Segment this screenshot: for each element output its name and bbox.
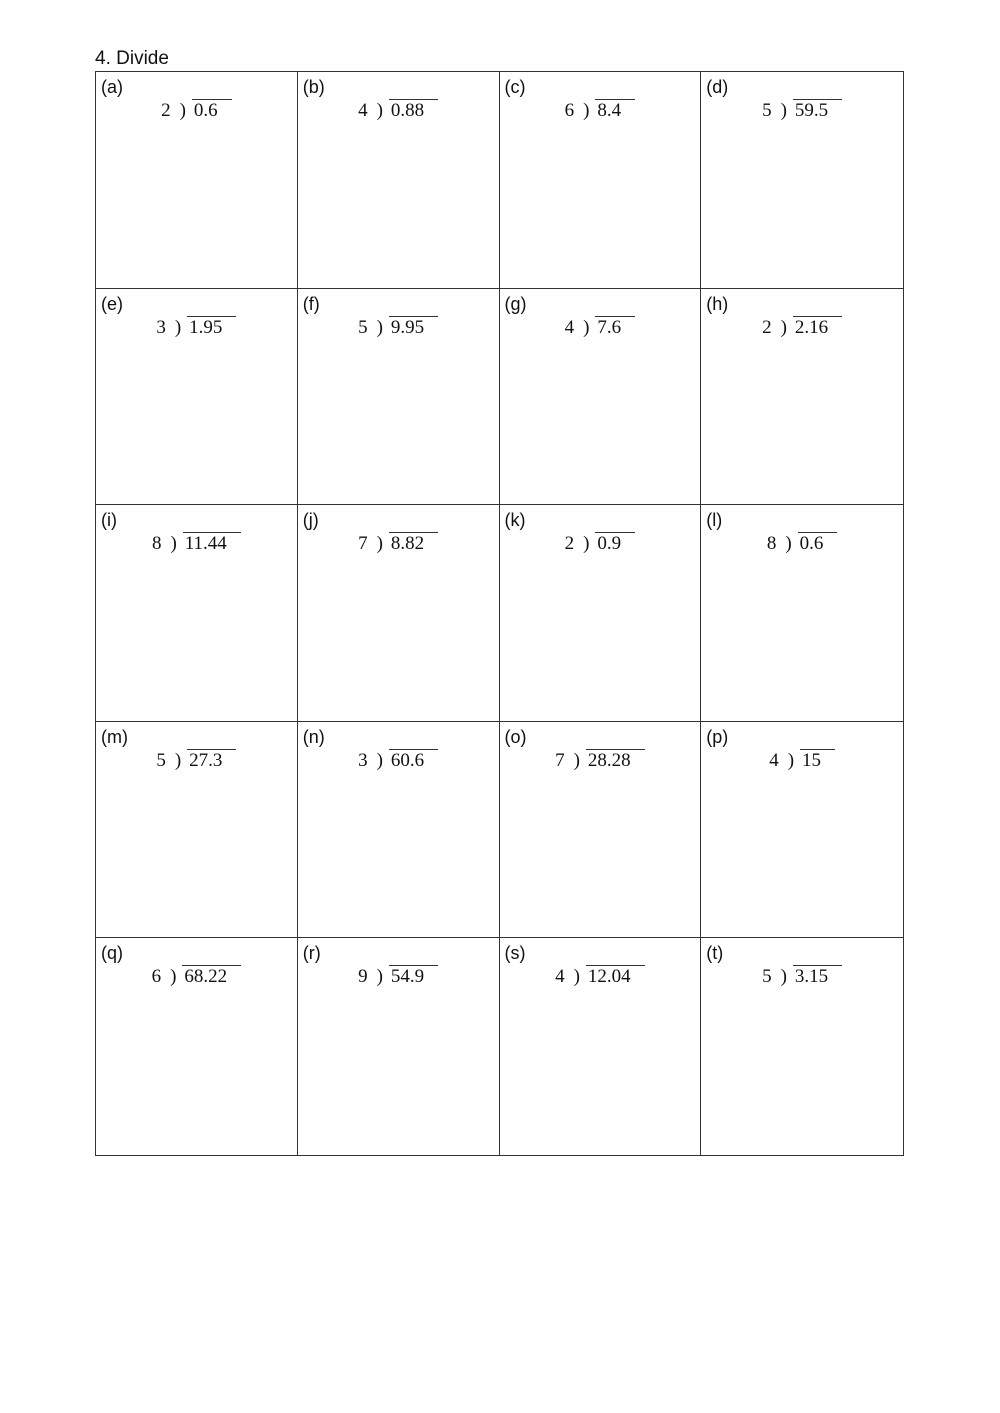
problem-label: (s) xyxy=(504,943,526,964)
division-problem xyxy=(298,317,499,339)
problem-cell-n[interactable] xyxy=(298,722,500,939)
dividend: 59.5 xyxy=(793,100,842,122)
problem-label: (r) xyxy=(302,943,321,964)
division-problem xyxy=(500,750,701,772)
problem-label: (b) xyxy=(302,77,325,97)
division-bracket: ) xyxy=(376,749,383,771)
problem-cell-q[interactable] xyxy=(96,938,298,1155)
problem-cell-e[interactable] xyxy=(96,289,298,506)
division-bracket: ) xyxy=(170,533,177,555)
division-bracket: ) xyxy=(376,316,383,338)
division-bracket: ) xyxy=(780,966,787,988)
divisor: 4 xyxy=(769,749,779,771)
division-problem xyxy=(298,966,499,988)
dividend: 15 xyxy=(800,750,835,772)
division-problem xyxy=(701,317,903,339)
worksheet-heading: 4. Divide xyxy=(95,48,169,69)
problem-cell-l[interactable] xyxy=(701,505,903,722)
problem-cell-p[interactable] xyxy=(701,722,903,939)
problem-cell-j[interactable] xyxy=(298,505,500,722)
division-problem xyxy=(298,100,499,122)
divisor: 9 xyxy=(358,966,368,988)
divisor: 4 xyxy=(358,100,368,121)
problem-cell-b[interactable] xyxy=(298,72,500,289)
dividend: 8.4 xyxy=(595,100,635,122)
division-bracket: ) xyxy=(174,749,182,771)
division-bracket: ) xyxy=(573,966,580,988)
division-problem xyxy=(500,533,701,555)
problem-cell-g[interactable] xyxy=(500,289,702,506)
division-problem xyxy=(96,750,297,772)
problem-cell-k[interactable] xyxy=(500,505,702,722)
divisor: 4 xyxy=(564,316,575,338)
divisor: 6 xyxy=(564,100,575,121)
problem-label: (d) xyxy=(706,77,729,97)
division-problem xyxy=(500,100,701,122)
problem-label: (t) xyxy=(706,943,724,964)
division-bracket: ) xyxy=(583,316,590,338)
division-bracket: ) xyxy=(787,749,795,771)
problem-cell-t[interactable] xyxy=(701,938,903,1155)
divisor: 5 xyxy=(358,316,368,338)
divisor: 8 xyxy=(151,533,162,555)
problem-label: (e) xyxy=(101,293,123,314)
divisor: 4 xyxy=(555,966,565,988)
problem-cell-f[interactable] xyxy=(298,289,500,506)
dividend: 0.6 xyxy=(798,533,838,555)
problem-label: (l) xyxy=(706,510,723,531)
divisor: 7 xyxy=(358,533,368,555)
division-problem xyxy=(701,100,903,122)
division-problem xyxy=(96,100,297,122)
problem-label: (f) xyxy=(302,293,320,314)
problem-label: (c) xyxy=(504,77,526,97)
dividend: 0.9 xyxy=(595,533,635,555)
divisor: 5 xyxy=(762,100,772,121)
problem-label: (g) xyxy=(504,293,527,314)
problem-label: (m) xyxy=(101,726,128,747)
division-bracket: ) xyxy=(376,100,383,121)
dividend: 11.44 xyxy=(183,533,241,555)
division-bracket: ) xyxy=(573,749,580,771)
problem-cell-d[interactable] xyxy=(701,72,903,289)
problem-grid xyxy=(95,71,904,1156)
divisor: 8 xyxy=(766,533,777,555)
division-problem xyxy=(500,966,701,988)
dividend: 8.82 xyxy=(389,533,438,555)
problem-cell-o[interactable] xyxy=(500,722,702,939)
problem-cell-m[interactable] xyxy=(96,722,298,939)
division-problem xyxy=(298,533,499,555)
dividend: 60.6 xyxy=(389,750,438,772)
division-problem xyxy=(701,966,903,988)
division-problem xyxy=(298,750,499,772)
problem-cell-c[interactable] xyxy=(500,72,702,289)
division-bracket: ) xyxy=(780,316,787,338)
dividend: 0.88 xyxy=(389,100,438,122)
problem-label: (o) xyxy=(504,726,527,747)
divisor: 3 xyxy=(156,316,166,338)
division-bracket: ) xyxy=(785,533,792,555)
dividend: 9.95 xyxy=(389,317,438,339)
problem-label: (n) xyxy=(302,726,325,747)
division-problem xyxy=(701,750,903,772)
dividend: 1.95 xyxy=(187,317,236,339)
divisor: 7 xyxy=(555,749,565,771)
problem-label: (q) xyxy=(101,943,123,964)
division-bracket: ) xyxy=(780,100,787,121)
division-problem xyxy=(96,533,297,555)
divisor: 6 xyxy=(151,966,162,988)
dividend: 2.16 xyxy=(793,317,842,339)
dividend: 3.15 xyxy=(793,966,842,988)
problem-cell-h[interactable] xyxy=(701,289,903,506)
dividend: 7.6 xyxy=(595,317,635,339)
problem-label: (j) xyxy=(302,510,319,531)
divisor: 2 xyxy=(564,533,575,555)
problem-label: (p) xyxy=(706,726,729,747)
dividend: 54.9 xyxy=(389,966,438,988)
problem-label: (a) xyxy=(101,77,123,97)
division-bracket: ) xyxy=(179,100,186,121)
division-problem xyxy=(96,317,297,339)
dividend: 27.3 xyxy=(187,750,236,772)
division-bracket: ) xyxy=(583,100,590,121)
division-bracket: ) xyxy=(376,966,383,988)
dividend: 68.22 xyxy=(182,966,241,988)
division-problem xyxy=(500,317,701,339)
problem-label: (k) xyxy=(504,510,526,531)
dividend: 0.6 xyxy=(192,100,232,122)
divisor: 2 xyxy=(762,316,772,338)
problem-label: (i) xyxy=(101,510,117,531)
problem-cell-a[interactable] xyxy=(96,72,298,289)
dividend: 28.28 xyxy=(586,750,645,772)
divisor: 2 xyxy=(161,100,171,121)
problem-cell-s[interactable] xyxy=(500,938,702,1155)
problem-cell-r[interactable] xyxy=(298,938,500,1155)
division-bracket: ) xyxy=(583,533,590,555)
problem-cell-i[interactable] xyxy=(96,505,298,722)
division-bracket: ) xyxy=(376,533,383,555)
division-problem xyxy=(96,966,297,988)
divisor: 5 xyxy=(762,966,772,988)
division-problem xyxy=(701,533,903,555)
divisor: 5 xyxy=(156,749,166,771)
division-bracket: ) xyxy=(170,966,177,988)
division-bracket: ) xyxy=(174,316,182,338)
dividend: 12.04 xyxy=(586,966,645,988)
divisor: 3 xyxy=(358,749,368,771)
problem-label: (h) xyxy=(706,293,729,314)
